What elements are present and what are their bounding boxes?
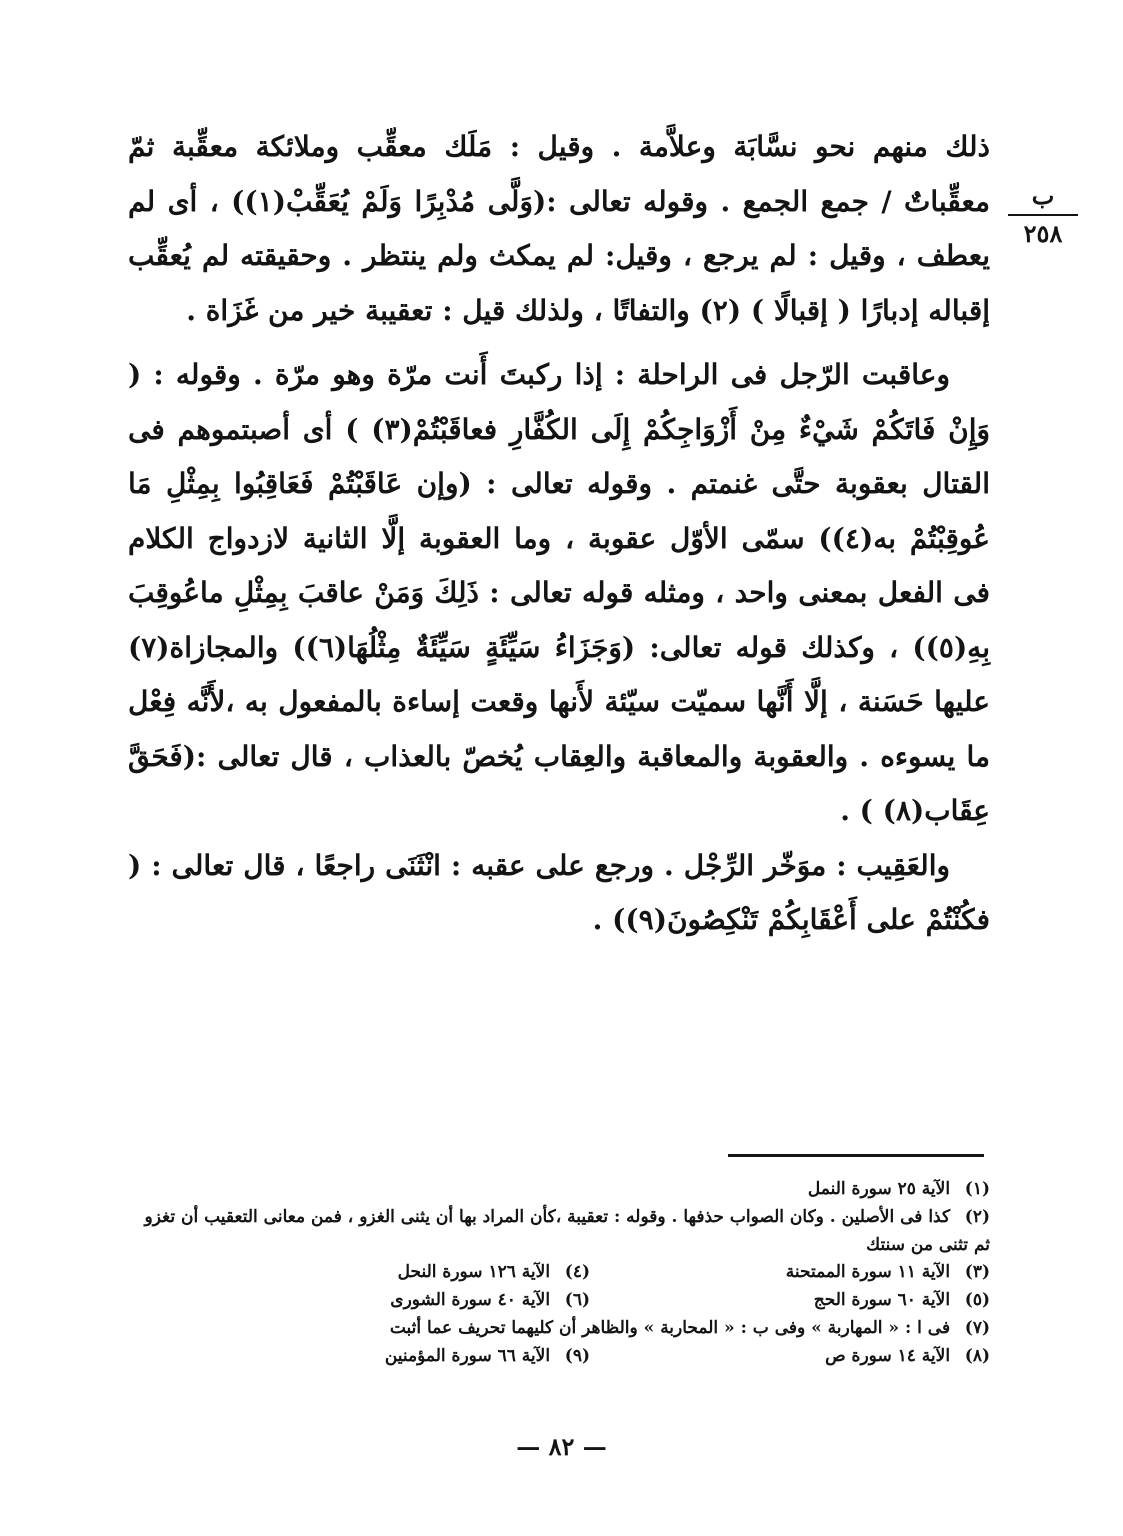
- footnote-mark: (٣): [964, 1262, 990, 1283]
- footnote-4: [190, 1259, 590, 1287]
- folio-letter: ب: [1008, 182, 1078, 216]
- footnote-mark: (٨): [964, 1345, 990, 1366]
- footnote-9: [190, 1343, 590, 1371]
- footnote-row: [130, 1259, 990, 1287]
- footnote-text: الآية ٢٥ سورة النمل: [807, 1179, 951, 1199]
- paragraph-1: ذلك منهم نحو نسَّابَة وعلاَّمة . وقيل : مَلَك معقِّب وملائكة معقِّبة ثمّ معقِّباتٌ / جمع الجمع . وقوله تعالى :(وَلَّى مُدْبِرًا وَلَمْ يُعَقِّبْ(١)) ، أى لم يعطف ، وقيل : لم يرجع ، وقيل: لم يمكث ولم ينتظر . وحقيقته لم يُعقِّب إقباله إدبارًا ( إقبالًا ) (٢) والتفاتًا ، ولذلك قيل : تعقيبة خير من غَزَاة .: [128, 130, 991, 327]
- footnote-7: [130, 1315, 990, 1343]
- footnote-text: الآية ١٤ سورة ص: [825, 1345, 951, 1366]
- margin-folio-marker: [1008, 182, 1078, 248]
- main-text: [128, 120, 990, 948]
- paragraph-2: وعاقبت الرّجل فى الراحلة : إذا ركبتَ أَنت مرّة وهو مرّة . وقوله : ( وَإِنْ فَاتَكُمْ شَيْءٌ مِنْ أَزْوَاجِكُمْ إِلَى الكُفَّارِ فعاقَبْتُمْ(٣) ) أى أصبتموهم فى القتال بعقوبة حتَّى غنمتم . وقوله تعالى : (وإن عَاقَبْتُمْ فَعَاقِبُوا بِمِثْلِ مَا عُوقِبْتُمْ به(٤)) سمّى الأوّل عقوبة ، وما العقوبة إلَّا الثانية لازدواج الكلام فى الفعل بمعنى واحد ، ومثله قوله تعالى : ذَلِكَ وَمَنْ عاقبَ بِمِثْلِ ماعُوقِبَ بِهِ(٥)) ، وكذلك قوله تعالى: (وَجَزَاءُ سَيِّئَةٍ سَيِّئَةٌ مِثْلُهَا(٦)) والمجازاة(٧) عليها حَسَنة ، إلَّا أَنَّها سميّت سيّئة لأَنها وقعت إساءة بالمفعول به ،لأَنَّه فِعْل ما يسوءه . والعقوبة والمعاقبة والعِقاب يُخصّ بالعذاب ، قال تعالى :(فَحَقَّ عِقَاب(٨) ) .: [128, 358, 991, 827]
- footnote-1: [130, 1176, 990, 1204]
- footnote-3: [590, 1259, 990, 1287]
- footnote-mark: (١): [964, 1179, 990, 1199]
- footnote-mark: (٥): [964, 1290, 990, 1311]
- footnote-text: الآية ٦٦ سورة المؤمنين: [384, 1345, 551, 1366]
- footnote-text: الآية ١٢٦ سورة النحل: [397, 1262, 551, 1283]
- footnote-mark: (٤): [564, 1262, 590, 1283]
- page-number: — ٨٢ —: [516, 1432, 607, 1461]
- folio-number: ٢٥٨: [1023, 219, 1063, 248]
- footnote-row: [130, 1287, 990, 1315]
- footnote-mark: (٢): [964, 1206, 990, 1227]
- footnote-mark: (٦): [564, 1290, 590, 1311]
- footnote-text: الآية ٦٠ سورة الحج: [813, 1290, 951, 1311]
- footnote-text: الآية ١١ سورة الممتحنة: [785, 1262, 951, 1283]
- footnote-row: [130, 1343, 990, 1371]
- footnote-mark: (٧): [964, 1317, 990, 1338]
- footnote-8: [590, 1343, 990, 1371]
- paragraph-3: والعَقِيب : موَخّر الرِّجْل . ورجع على عقبه : انْثَنَى راجعًا ، قال تعالى : ( فكُنْتُمْ على أَعْقَابِكُمْ تَنْكِصُونَ(٩)) .: [128, 848, 990, 936]
- footnote-text: فى ا : « المهاربة » وفى ب : « المحاربة » والظاهر أن كليهما تحريف عما أثبت: [389, 1317, 951, 1338]
- footnote-separator: [728, 1154, 984, 1157]
- footnote-mark: (٩): [564, 1345, 590, 1366]
- footnote-text: كذا فى الأصلين . وكان الصواب حذفها . وقوله : تعقيبة ،كأن المراد بها أن يثنى الغزو ، فمن معانى التعقيب أن تغزو ثم تثنى من سنتك: [144, 1206, 990, 1255]
- footnote-text: الآية ٤٠ سورة الشورى: [390, 1290, 551, 1311]
- footnotes: [130, 1176, 990, 1371]
- footnote-6: [190, 1287, 590, 1315]
- footnote-2: [130, 1204, 990, 1260]
- footnote-5: [590, 1287, 990, 1315]
